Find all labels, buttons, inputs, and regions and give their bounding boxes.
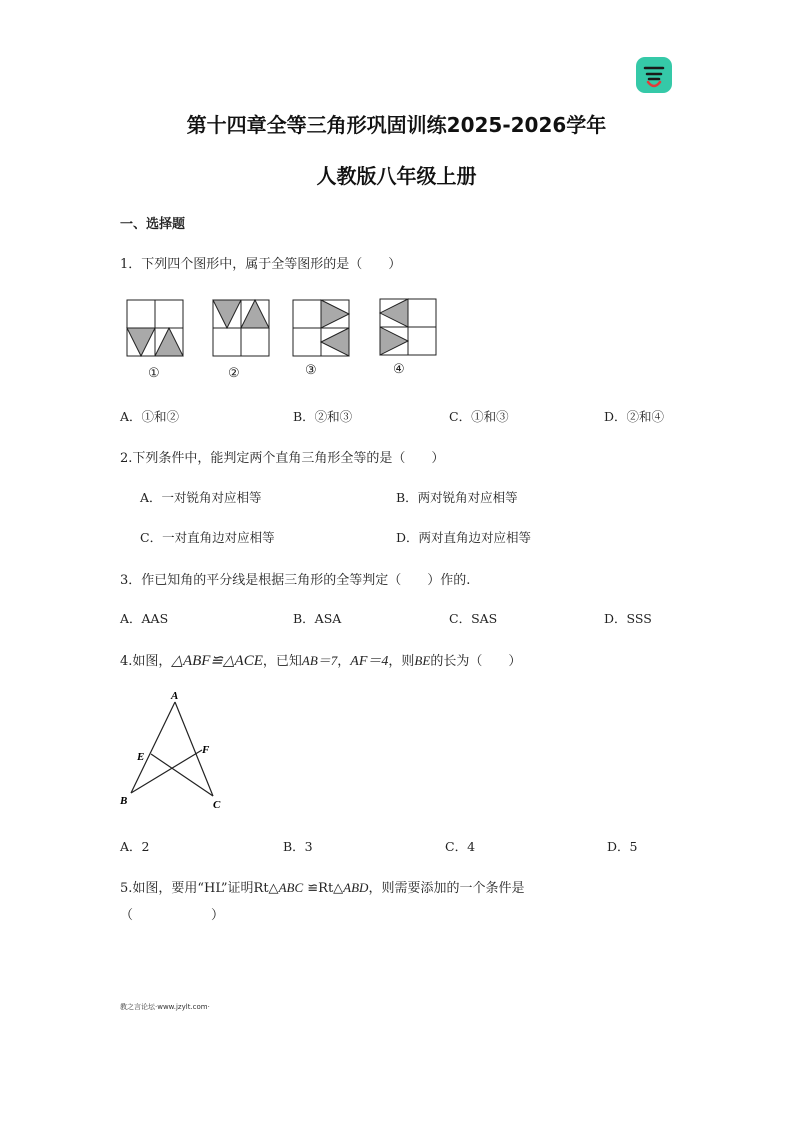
question-2-stem: 2.下列条件中，能判定两个直角三角形全等的是（ ）	[120, 451, 445, 466]
question-4-af-value: AF＝4	[350, 654, 389, 669]
figure-3-label: ③	[305, 363, 317, 378]
question-2-option-c[interactable]: C．一对直角边对应相等	[140, 530, 275, 545]
point-c-label: C	[213, 799, 221, 811]
figure-2-label: ②	[228, 366, 240, 381]
brand-logo	[636, 57, 672, 93]
question-1-stem: 1．下列四个图形中，属于全等图形的是（ ）	[120, 257, 402, 272]
question-3-option-c[interactable]: C．SAS	[449, 611, 498, 626]
question-4-stem-mid3: ，则	[388, 654, 415, 669]
figure-1	[127, 300, 183, 356]
question-5-abc: ABC	[278, 880, 304, 895]
question-4-stem	[120, 650, 521, 670]
question-4-congruence: △ABF≌△ACE	[171, 653, 263, 669]
question-1-option-a[interactable]: A．①和②	[120, 409, 180, 424]
question-4-be: BE	[414, 653, 431, 668]
figure-4-label: ④	[393, 362, 405, 377]
question-4-stem-prefix: 4.如图，	[120, 654, 172, 669]
figure-3	[293, 300, 349, 356]
figure-1-label: ①	[148, 366, 160, 381]
question-4-option-c[interactable]: C．4	[445, 839, 476, 854]
question-1-figures	[120, 295, 460, 390]
question-4-ab-value: AB＝7	[301, 653, 338, 668]
question-5-stem-mid: ≌Rt△	[303, 881, 344, 896]
question-5-stem-prefix: 5.如图，要用“HL”证明Rt△	[120, 881, 279, 896]
question-3-option-a[interactable]: A．AAS	[120, 611, 169, 626]
page-subtitle: 人教版八年级上册	[316, 164, 477, 188]
question-5-abd: ABD	[343, 880, 369, 895]
question-5-stem-suffix: ，则需要添加的一个条件是	[368, 881, 525, 896]
point-a-label: A	[171, 690, 179, 702]
question-3-option-d[interactable]: D．SSS	[604, 611, 652, 626]
point-f-label: F	[202, 744, 210, 756]
question-1-option-b[interactable]: B．②和③	[293, 409, 353, 424]
question-4-option-b[interactable]: B．3	[283, 839, 313, 854]
question-5-stem	[120, 877, 524, 896]
figure-2	[213, 300, 269, 356]
page-title: 第十四章全等三角形巩固训练2025-2026学年	[186, 113, 607, 137]
question-2-option-a[interactable]: A．一对锐角对应相等	[140, 490, 262, 505]
question-4-triangle-figure	[115, 690, 235, 815]
question-4-stem-mid1: ，已知	[262, 654, 302, 669]
question-2-option-d[interactable]: D．两对直角边对应相等	[396, 530, 532, 545]
question-4-stem-mid2: ，	[337, 654, 351, 669]
figure-4	[380, 299, 436, 355]
point-b-label: B	[120, 795, 128, 807]
question-1-option-c[interactable]: C．①和③	[449, 409, 509, 424]
section-heading: 一、选择题	[120, 217, 186, 232]
question-3-stem: 3．作已知角的平分线是根据三角形的全等判定（ ）作的.	[120, 573, 471, 588]
question-5-answer-blank[interactable]: （ ）	[120, 908, 225, 923]
point-e-label: E	[137, 751, 145, 763]
question-4-option-a[interactable]: A．2	[120, 839, 150, 854]
question-3-option-b[interactable]: B．ASA	[293, 611, 342, 626]
brand-logo-icon	[636, 57, 672, 93]
page-footer: 教之言论坛·www.jzylt.com·	[120, 1003, 210, 1011]
question-2-option-b[interactable]: B．两对锐角对应相等	[396, 490, 518, 505]
question-1-option-d[interactable]: D．②和④	[604, 409, 665, 424]
question-4-option-d[interactable]: D．5	[607, 839, 638, 854]
question-4-stem-suffix: 的长为（ ）	[430, 654, 522, 669]
